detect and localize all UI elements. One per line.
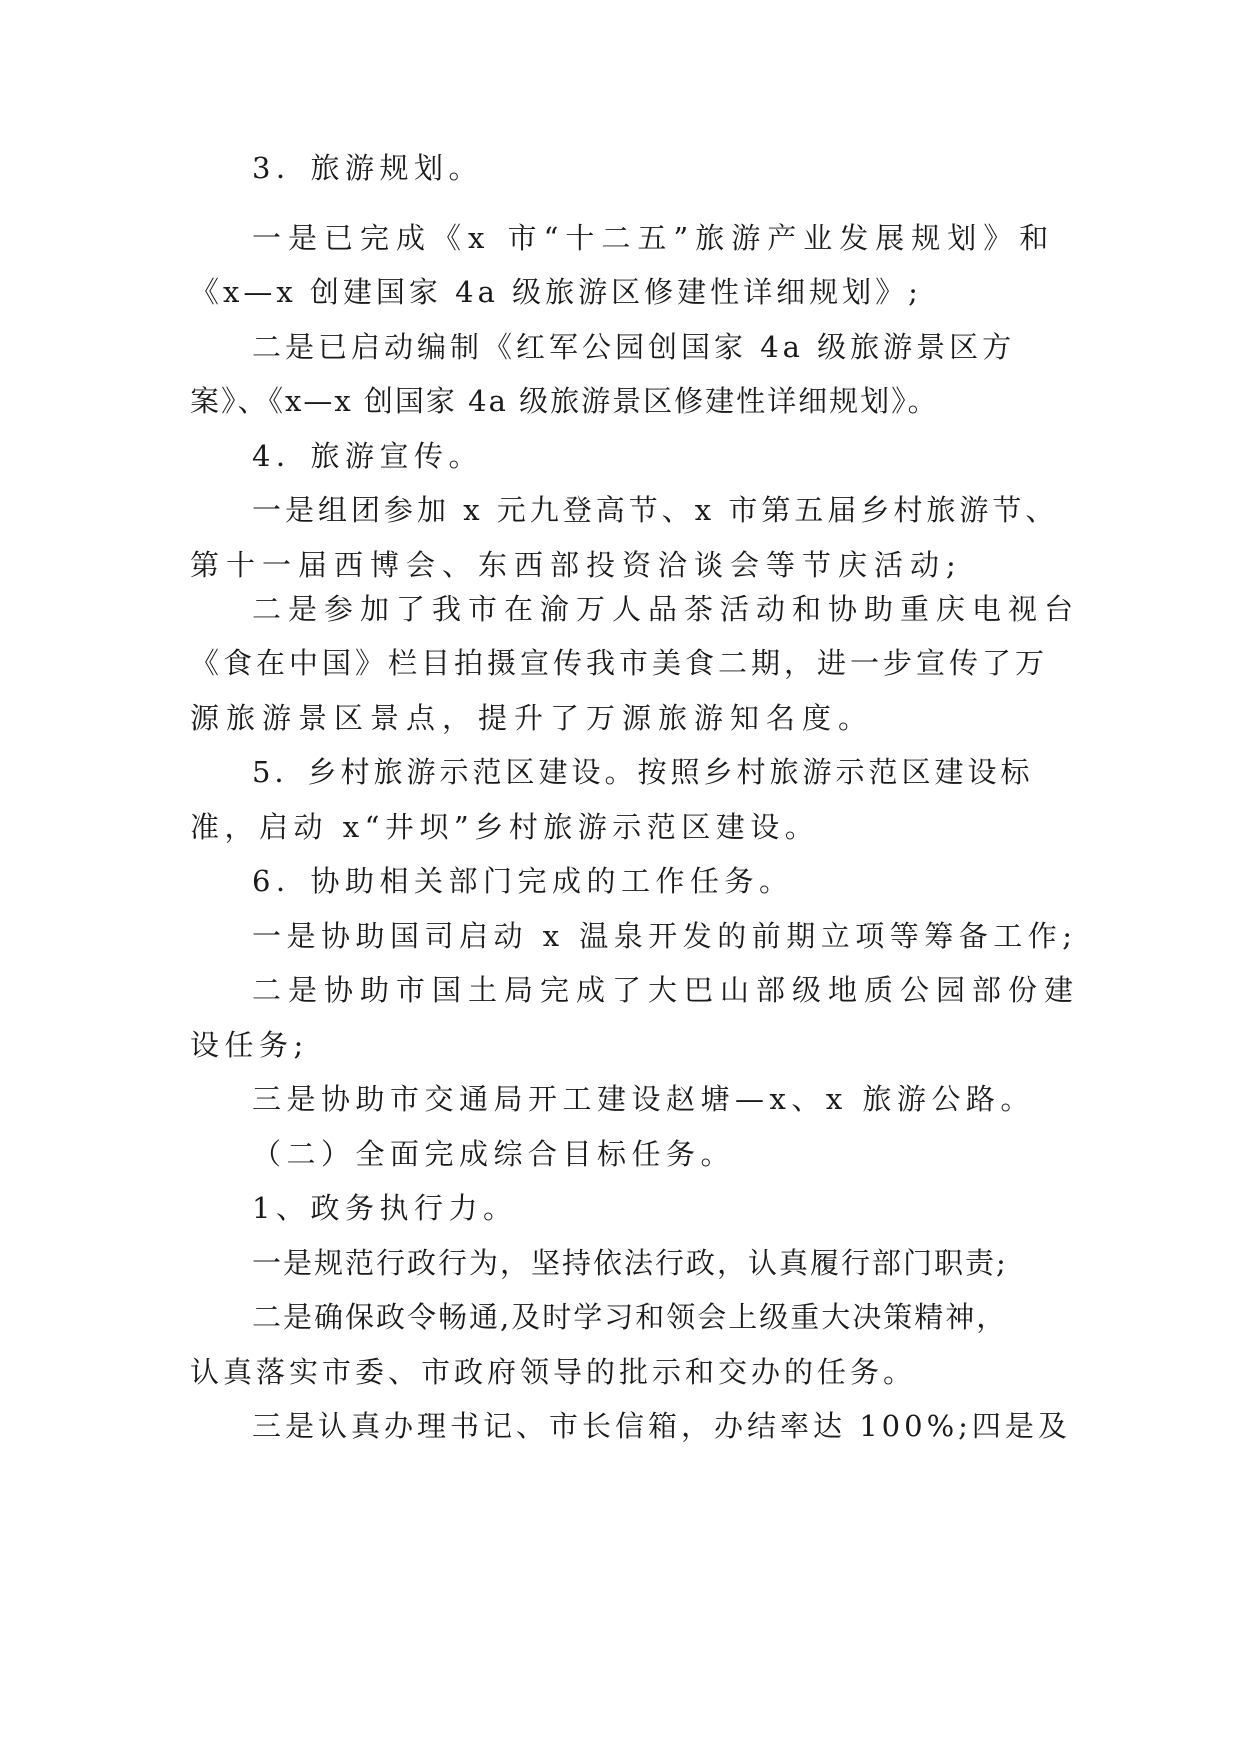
paragraph-line: 设任务; [190, 1028, 309, 1062]
paragraph-line: 《x—x 创建国家 4a 级旅游区修建性详细规划》; [190, 275, 922, 309]
paragraph-line: 一是已完成《x 市“十二五”旅游产业发展规划》和 [252, 221, 1056, 255]
section-heading-tourism-promotion: 4．旅游宣传。 [252, 439, 483, 473]
paragraph-line: 二是确保政令畅通,及时学习和领会上级重大决策精神， [252, 1300, 1008, 1334]
section-heading-government-execution: 1、政务执行力。 [252, 1191, 518, 1225]
paragraph-line: 三是协助市交通局开工建设赵塘—x、x 旅游公路。 [252, 1082, 1035, 1116]
paragraph-line: 第十一届西博会、东西部投资洽谈会等节庆活动; [190, 548, 963, 582]
section-heading-comprehensive-goals: （二）全面完成综合目标任务。 [252, 1137, 736, 1171]
section-heading-assist-departments: 6．协助相关部门完成的工作任务。 [252, 864, 794, 898]
paragraph-line: 一是规范行政行为，坚持依法行政，认真履行部门职责; [252, 1246, 1008, 1280]
paragraph-line: 5．乡村旅游示范区建设。按照乡村旅游示范区建设标 [252, 755, 1034, 789]
paragraph-line: 《食在中国》栏目拍摄宣传我市美食二期，进一步宣传了万 [190, 646, 1049, 680]
paragraph-line: 三是认真办理书记、市长信箱，办结率达 100%;四是及 [252, 1409, 1071, 1443]
paragraph-line: 源旅游景区景点，提升了万源旅游知名度。 [190, 701, 875, 735]
paragraph-line: 二是已启动编制《红军公园创国家 4a 级旅游景区方 [252, 330, 1016, 364]
paragraph-line: 案》、《x—x 创国家 4a 级旅游景区修建性详细规划》。 [190, 384, 939, 418]
section-heading-tourism-planning: 3．旅游规划。 [252, 151, 483, 185]
paragraph-line: 认真落实市委、市政府领导的批示和交办的任务。 [190, 1355, 917, 1389]
paragraph-line: 二是参加了我市在渝万人品茶活动和协助重庆电视台 [252, 592, 1081, 626]
paragraph-line: 一是协助国司启动 x 温泉开发的前期立项等筹备工作; [252, 919, 1078, 953]
paragraph-line: 准，启动 x“井坝”乡村旅游示范区建设。 [190, 810, 820, 844]
paragraph-line: 一是组团参加 x 元九登高节、x 市第五届乡村旅游节、 [252, 493, 1059, 527]
paragraph-line: 二是协助市国土局完成了大巴山部级地质公园部份建 [252, 973, 1081, 1007]
